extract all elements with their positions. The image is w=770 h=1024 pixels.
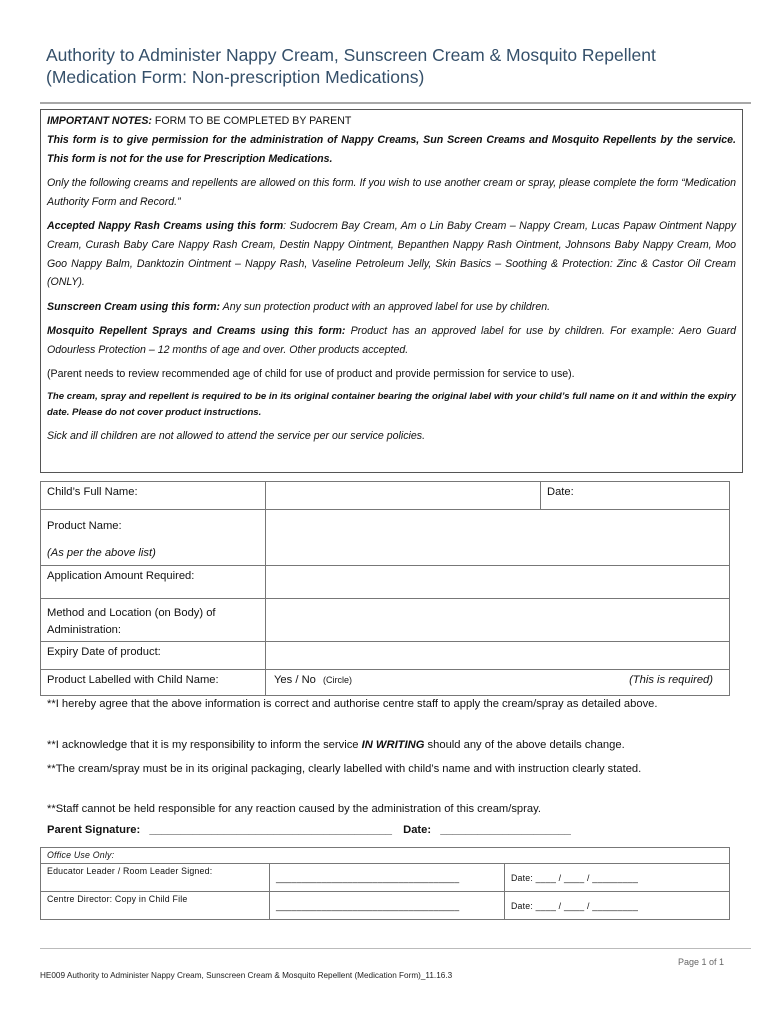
parent-signature-field[interactable]: _______________________________________ [149,824,393,836]
agreement-2-post: should any of the above details change. [424,739,625,751]
sunscreen-label: Sunscreen Cream using this form: [47,300,221,313]
title-divider [40,102,751,104]
product-name-label: Product Name: [47,520,122,532]
parent-date-field[interactable]: _____________________ [440,824,571,836]
important-label: IMPORTANT NOTES: [47,115,152,127]
product-name-field[interactable] [266,510,730,566]
title-line-2: (Medication Form: Non-prescription Medications) [46,67,425,87]
nappy-creams-paragraph [47,217,736,292]
only-following-text: Only the following creams and repellents are allowed on this form. If you wish to use another cream or spray, please complete the form “Medication Authority Form and Record.” [47,176,736,208]
agreement-1: **I hereby agree that the above information is correct and authorise centre staff to apply the cream/spray as detailed above. [47,698,658,710]
product-name-cell [41,510,266,566]
mosquito-paragraph [47,322,736,360]
application-amount-label: Application Amount Required: [41,566,266,599]
educator-signed-field[interactable]: ____________________________________ [270,864,505,892]
parent-signature-line [47,824,571,836]
product-name-hint: (As per the above list) [47,547,156,559]
mosquito-label: Mosquito Repellent Sprays and Creams using this form: [47,324,346,337]
date-label: Date: [547,486,574,498]
important-text: FORM TO BE COMPLETED BY PARENT [151,115,352,127]
director-signed-field[interactable]: ____________________________________ [270,892,505,920]
mosquito-text: Product has an approved label for use by children. For example: Aero Guard Odourless Protection – 12 months of age and over. Other products accepted. [47,324,737,356]
parent-date-label: Date: [403,824,432,836]
expiry-date-field[interactable] [266,642,730,670]
director-date-field[interactable]: Date: ____ / ____ / _________ [505,892,730,920]
original-container-text: The cream, spray and repellent is required to be in its original container bearing the original label with your child’s full name on it and within the expiry date. Please do not cover product instructions. [47,391,736,419]
parent-signature-label: Parent Signature: [47,824,141,836]
director-label: Centre Director: Copy in Child File [41,892,270,920]
agreement-2 [47,737,752,754]
parent-review-text: (Parent needs to review recommended age of child for use of product and provide permission for service to use). [47,368,575,381]
required-note: (This is required) [629,674,713,686]
sick-children-text: Sick and ill children are not allowed to attend the service per our service policies. [47,429,426,442]
page-number: Page 1 of 1 [677,957,724,967]
footer-divider [40,948,751,949]
labelled-child-name-label: Product Labelled with Child Name: [41,670,266,696]
office-use-table [40,847,730,920]
child-name-label: Child’s Full Name: [41,482,266,510]
method-location-label: Method and Location (on Body) of Administration: [41,599,266,642]
agreement-3: **The cream/spray must be in its original packaging, clearly labelled with child’s name and with instruction clearly stated. [47,763,642,775]
important-notes-box [40,109,743,473]
nappy-creams-label: Accepted Nappy Rash Creams using this form [47,219,284,232]
sunscreen-paragraph [47,298,736,317]
child-name-field[interactable] [266,482,541,510]
educator-date-field[interactable]: Date: ____ / ____ / _________ [505,864,730,892]
purpose-text: This form is to give permission for the administration of Nappy Creams, Sun Screen Creams and Mosquito Repellents by the service. This form is not for the use for Prescription Medications. [47,133,736,165]
child-details-table [40,481,730,696]
circle-hint: (Circle) [323,675,352,685]
labelled-child-name-field[interactable] [266,670,730,696]
agreement-4: **Staff cannot be held responsible for any reaction caused by the administration of this cream/spray. [47,803,541,815]
nappy-creams-list: : Sudocrem Bay Cream, Am o Lin Baby Cream – Nappy Cream, Lucas Papaw Ointment Nappy Cream, Curash Baby Care Nappy Rash Cream, Destin Nappy Ointment, Bepanthen Nappy Rash Ointment, Johnsons Baby Nappy Cream, Moo Goo Nappy Balm, Danktozin Ointment – Nappy Rash, Vaseline Petroleum Jelly, Skin Basics – Soothing & Protection: Zinc & Castor Oil Cream (ONLY). [47,219,736,289]
educator-signed-label: Educator Leader / Room Leader Signed: [41,864,270,892]
important-notes-line [47,112,736,131]
agreement-2-bold: IN WRITING [361,739,425,751]
sunscreen-text: Any sun protection product with an approved label for use by children. [220,300,551,313]
yes-no-choice[interactable]: Yes / No [274,674,316,686]
date-field[interactable] [541,482,730,510]
title-line-1: Authority to Administer Nappy Cream, Sunscreen Cream & Mosquito Repellent [46,45,656,65]
application-amount-field[interactable] [266,566,730,599]
expiry-date-label: Expiry Date of product: [41,642,266,670]
page-title [46,44,746,88]
office-use-heading: Office Use Only: [41,848,730,864]
document-reference: HE009 Authority to Administer Nappy Cream, Sunscreen Cream & Mosquito Repellent (Medication Form)_11.16.3 [40,971,453,980]
agreement-2-pre: **I acknowledge that it is my responsibility to inform the service [47,739,362,751]
method-location-field[interactable] [266,599,730,642]
